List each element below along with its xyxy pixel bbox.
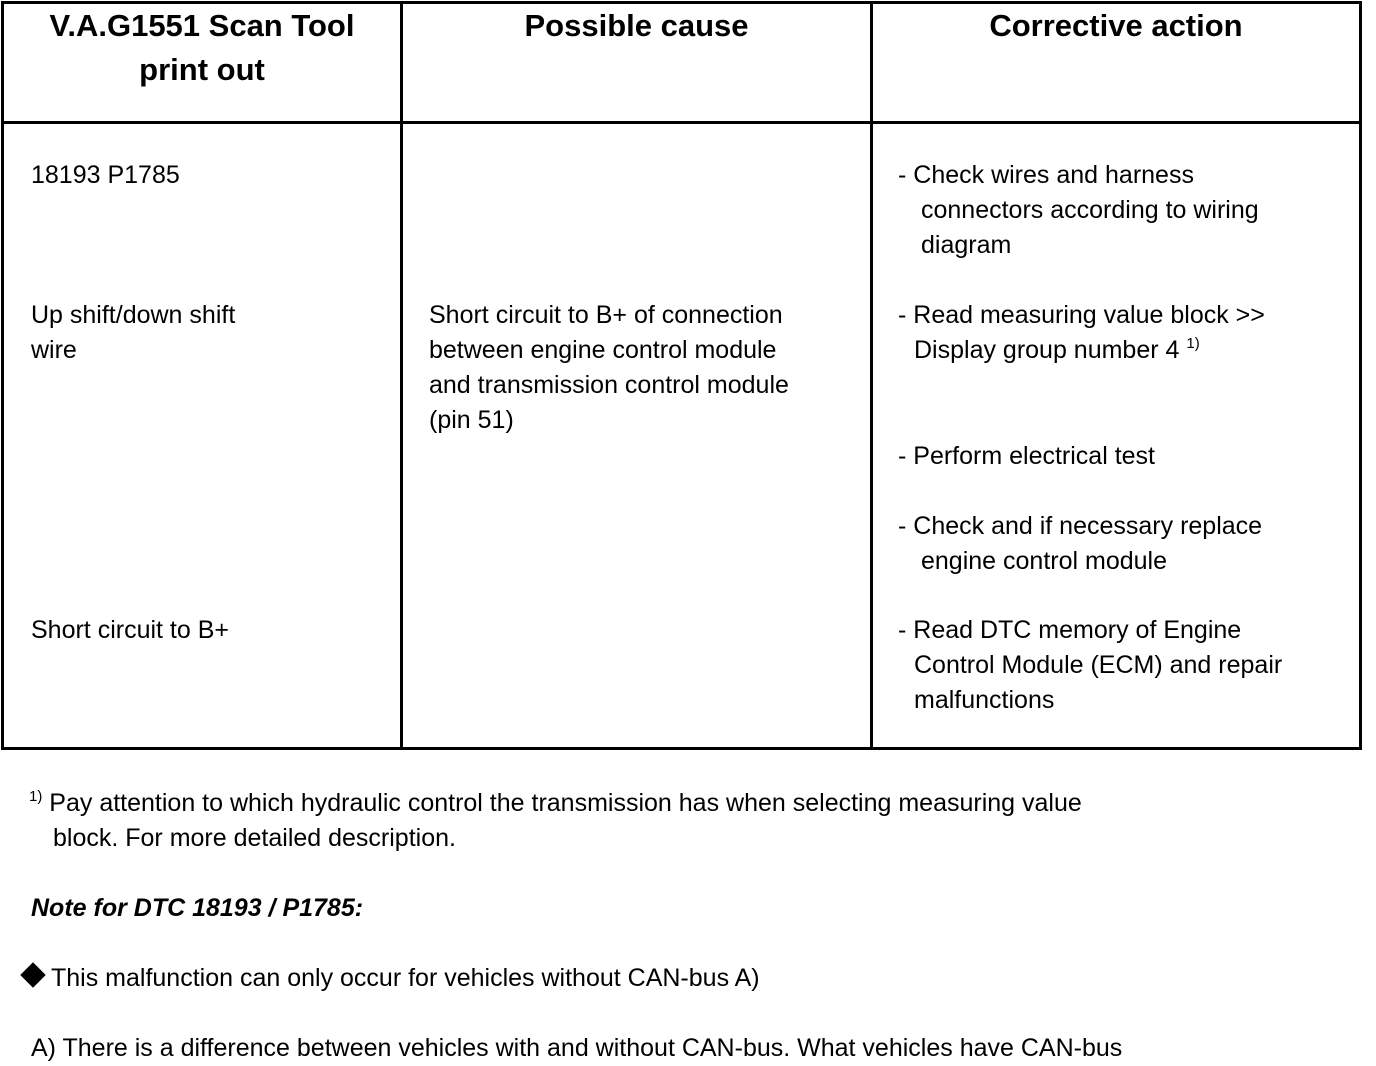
action-line: connectors according to wiring <box>921 196 1259 224</box>
dtc-code: 18193 P1785 <box>31 161 180 189</box>
header-scan-tool <box>4 4 400 92</box>
footnote-marker: 1) <box>29 788 43 805</box>
note-bullet <box>18 961 760 996</box>
dtc-description-line1: Up shift/down shift <box>31 301 236 329</box>
action-line: engine control module <box>921 547 1167 575</box>
header-corrective-action: Corrective action <box>989 8 1243 43</box>
action-line: - Read measuring value block >> <box>898 301 1265 329</box>
action-line: malfunctions <box>914 686 1055 714</box>
note-paragraph: A) There is a difference between vehicles with and without CAN-bus. What vehicles have CAN-bus <box>31 1034 1123 1062</box>
footnote-text: Pay attention to which hydraulic control the transmission has when selecting measuring value <box>49 789 1082 817</box>
action-electrical-test <box>898 439 1155 474</box>
footnote <box>29 786 1082 856</box>
possible-cause-line: and transmission control module <box>429 371 789 399</box>
diamond-bullet-icon <box>20 962 45 987</box>
footnote-line2: block. For more detailed description. <box>53 824 456 852</box>
header-possible-cause: Possible cause <box>524 8 749 43</box>
action-text: Display group number 4 <box>914 336 1180 364</box>
column-divider <box>870 4 873 747</box>
dtc-table <box>1 1 1362 750</box>
action-line: - Check and if necessary replace <box>898 512 1263 540</box>
footnote-line1 <box>29 786 1082 821</box>
header-scan-tool-line1: V.A.G1551 Scan Tool <box>49 8 355 43</box>
action-read-dtc-memory <box>898 613 1282 718</box>
column-divider <box>400 4 403 747</box>
action-line: - Perform electrical test <box>898 442 1156 470</box>
action-line: - Read DTC memory of Engine <box>898 616 1242 644</box>
possible-cause-line: between engine control module <box>429 336 777 364</box>
note-title: Note for DTC 18193 / P1785: <box>31 894 364 922</box>
action-line: Control Module (ECM) and repair <box>914 651 1283 679</box>
header-scan-tool-line2: print out <box>139 52 265 87</box>
possible-cause-text <box>429 298 789 438</box>
action-line: - Check wires and harness <box>898 161 1194 189</box>
action-read-measuring-block <box>898 298 1265 368</box>
action-check-wires <box>898 158 1259 263</box>
footnote-marker: 1) <box>1186 335 1200 352</box>
dtc-condition: Short circuit to B+ <box>31 616 229 644</box>
dtc-description <box>31 298 235 368</box>
action-line <box>898 333 1265 368</box>
dtc-description-line2: wire <box>31 336 77 364</box>
possible-cause-line: Short circuit to B+ of connection <box>429 301 783 329</box>
note-bullet-text: This malfunction can only occur for vehicles without CAN-bus A) <box>51 964 760 992</box>
header-divider <box>4 121 1359 124</box>
action-line: diagram <box>921 231 1012 259</box>
possible-cause-line: (pin 51) <box>429 406 514 434</box>
action-replace-ecm <box>898 509 1262 579</box>
